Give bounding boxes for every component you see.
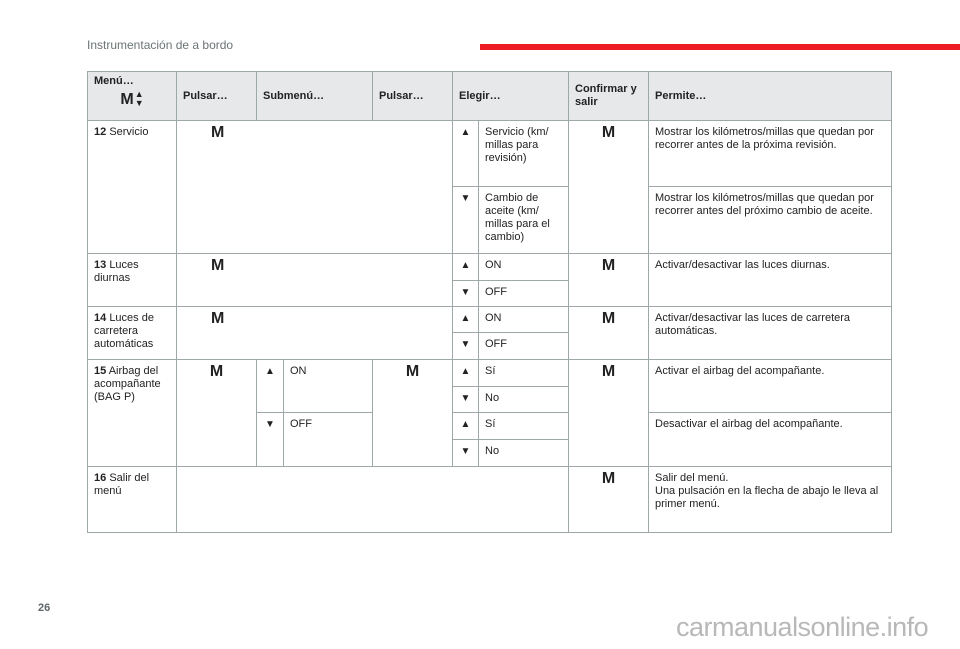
description: Mostrar los kilómetros/millas que quedan por recorrer antes del próximo cambio de aceite.: [649, 187, 892, 254]
m-key-icon: M: [405, 363, 420, 380]
confirm-cell: [569, 307, 649, 360]
section-title: Instrumentación de a bordo: [87, 38, 234, 52]
table-row: [88, 360, 892, 387]
press-cell: [177, 360, 257, 467]
item-number: 14: [94, 312, 107, 324]
description: Salir del menú. Una pulsación en la flecha de abajo le lleva al primer menú.: [649, 467, 892, 533]
table-row: [88, 121, 892, 187]
down-arrow-icon: ▼: [453, 187, 479, 254]
accent-bar: [480, 44, 960, 50]
menu-item-cell: [88, 307, 177, 360]
empty-cell: [177, 467, 569, 533]
menu-item-cell: [88, 254, 177, 307]
option-text: ON: [479, 254, 569, 281]
m-key-icon: M: [211, 310, 225, 327]
up-arrow-icon: ▲: [453, 360, 479, 387]
table-header-row: [88, 72, 892, 121]
item-number: 15: [94, 365, 107, 377]
m-key-icon: M: [601, 124, 616, 141]
item-number: 12: [94, 126, 107, 138]
description: Activar/desactivar las luces diurnas.: [649, 254, 892, 307]
item-label: Salir del menú: [94, 472, 150, 497]
header-press-2: Pulsar…: [373, 72, 453, 121]
item-label: Luces diurnas: [94, 259, 139, 284]
table-row: [88, 467, 892, 533]
press-cell-2: [373, 360, 453, 467]
up-arrow-icon: ▲: [134, 89, 144, 99]
option-text: Servicio (km/ millas para revisión): [479, 121, 569, 187]
down-arrow-icon: ▼: [453, 440, 479, 467]
header-choose: Elegir…: [453, 72, 569, 121]
menu-item-cell: [88, 467, 177, 533]
m-key-icon: M: [601, 257, 616, 274]
table-row: [88, 307, 892, 333]
option-text: No: [479, 387, 569, 413]
option-text: ON: [479, 307, 569, 333]
up-arrow-icon: ▲: [453, 254, 479, 281]
option-text: No: [479, 440, 569, 467]
option-text: Cambio de aceite (km/ millas para el cambio): [479, 187, 569, 254]
down-arrow-icon: ▼: [453, 333, 479, 360]
header-menu: [88, 72, 177, 121]
confirm-cell: [569, 360, 649, 467]
confirm-cell: [569, 467, 649, 533]
option-text: Sí: [479, 413, 569, 440]
option-text: Sí: [479, 360, 569, 387]
header-submenu: Submenú…: [257, 72, 373, 121]
header-allows: Permite…: [649, 72, 892, 121]
up-arrow-icon: ▲: [453, 121, 479, 187]
header-confirm: Confirmar y salir: [569, 72, 649, 121]
submenu-option: ON: [284, 360, 373, 413]
description: Activar/desactivar las luces de carretera automáticas.: [649, 307, 892, 360]
menu-item-cell: [88, 121, 177, 254]
item-label: Luces de carretera automáticas: [94, 312, 154, 350]
up-arrow-icon: ▲: [453, 413, 479, 440]
down-arrow-icon: ▼: [257, 413, 284, 467]
item-label: Airbag del acompañante (BAG P): [94, 365, 161, 403]
down-arrow-icon: ▼: [453, 387, 479, 413]
m-key-icon: M: [601, 363, 616, 380]
watermark: carmanualsonline.info: [676, 612, 929, 642]
option-text: OFF: [479, 333, 569, 360]
down-arrow-icon: ▼: [453, 281, 479, 307]
down-arrow-icon: ▼: [134, 98, 144, 108]
m-key-icon: M: [601, 470, 616, 487]
up-arrow-icon: ▲: [453, 307, 479, 333]
menu-item-cell: [88, 360, 177, 467]
menu-table: [87, 71, 892, 533]
m-key-icon: M: [601, 310, 616, 327]
m-key-icon: M: [120, 90, 134, 108]
header-press: Pulsar…: [177, 72, 257, 121]
m-key-icon: M: [209, 363, 224, 380]
description: Mostrar los kilómetros/millas que quedan por recorrer antes de la próxima revisión.: [649, 121, 892, 187]
m-arrows-icon: [94, 90, 170, 108]
option-text: OFF: [479, 281, 569, 307]
submenu-option: OFF: [284, 413, 373, 467]
press-cell: [177, 307, 453, 360]
page-number: 26: [38, 602, 51, 614]
m-key-icon: M: [211, 257, 225, 274]
m-key-icon: M: [211, 124, 225, 141]
item-label: Servicio: [109, 126, 149, 138]
confirm-cell: [569, 254, 649, 307]
confirm-cell: [569, 121, 649, 254]
header-menu-label: Menú…: [94, 75, 134, 87]
up-arrow-icon: ▲: [257, 360, 284, 413]
table-row: [88, 254, 892, 281]
description: Desactivar el airbag del acompañante.: [649, 413, 892, 467]
description: Activar el airbag del acompañante.: [649, 360, 892, 413]
press-cell: [177, 254, 453, 307]
item-number: 16: [94, 472, 107, 484]
press-cell: [177, 121, 453, 254]
item-number: 13: [94, 259, 107, 271]
